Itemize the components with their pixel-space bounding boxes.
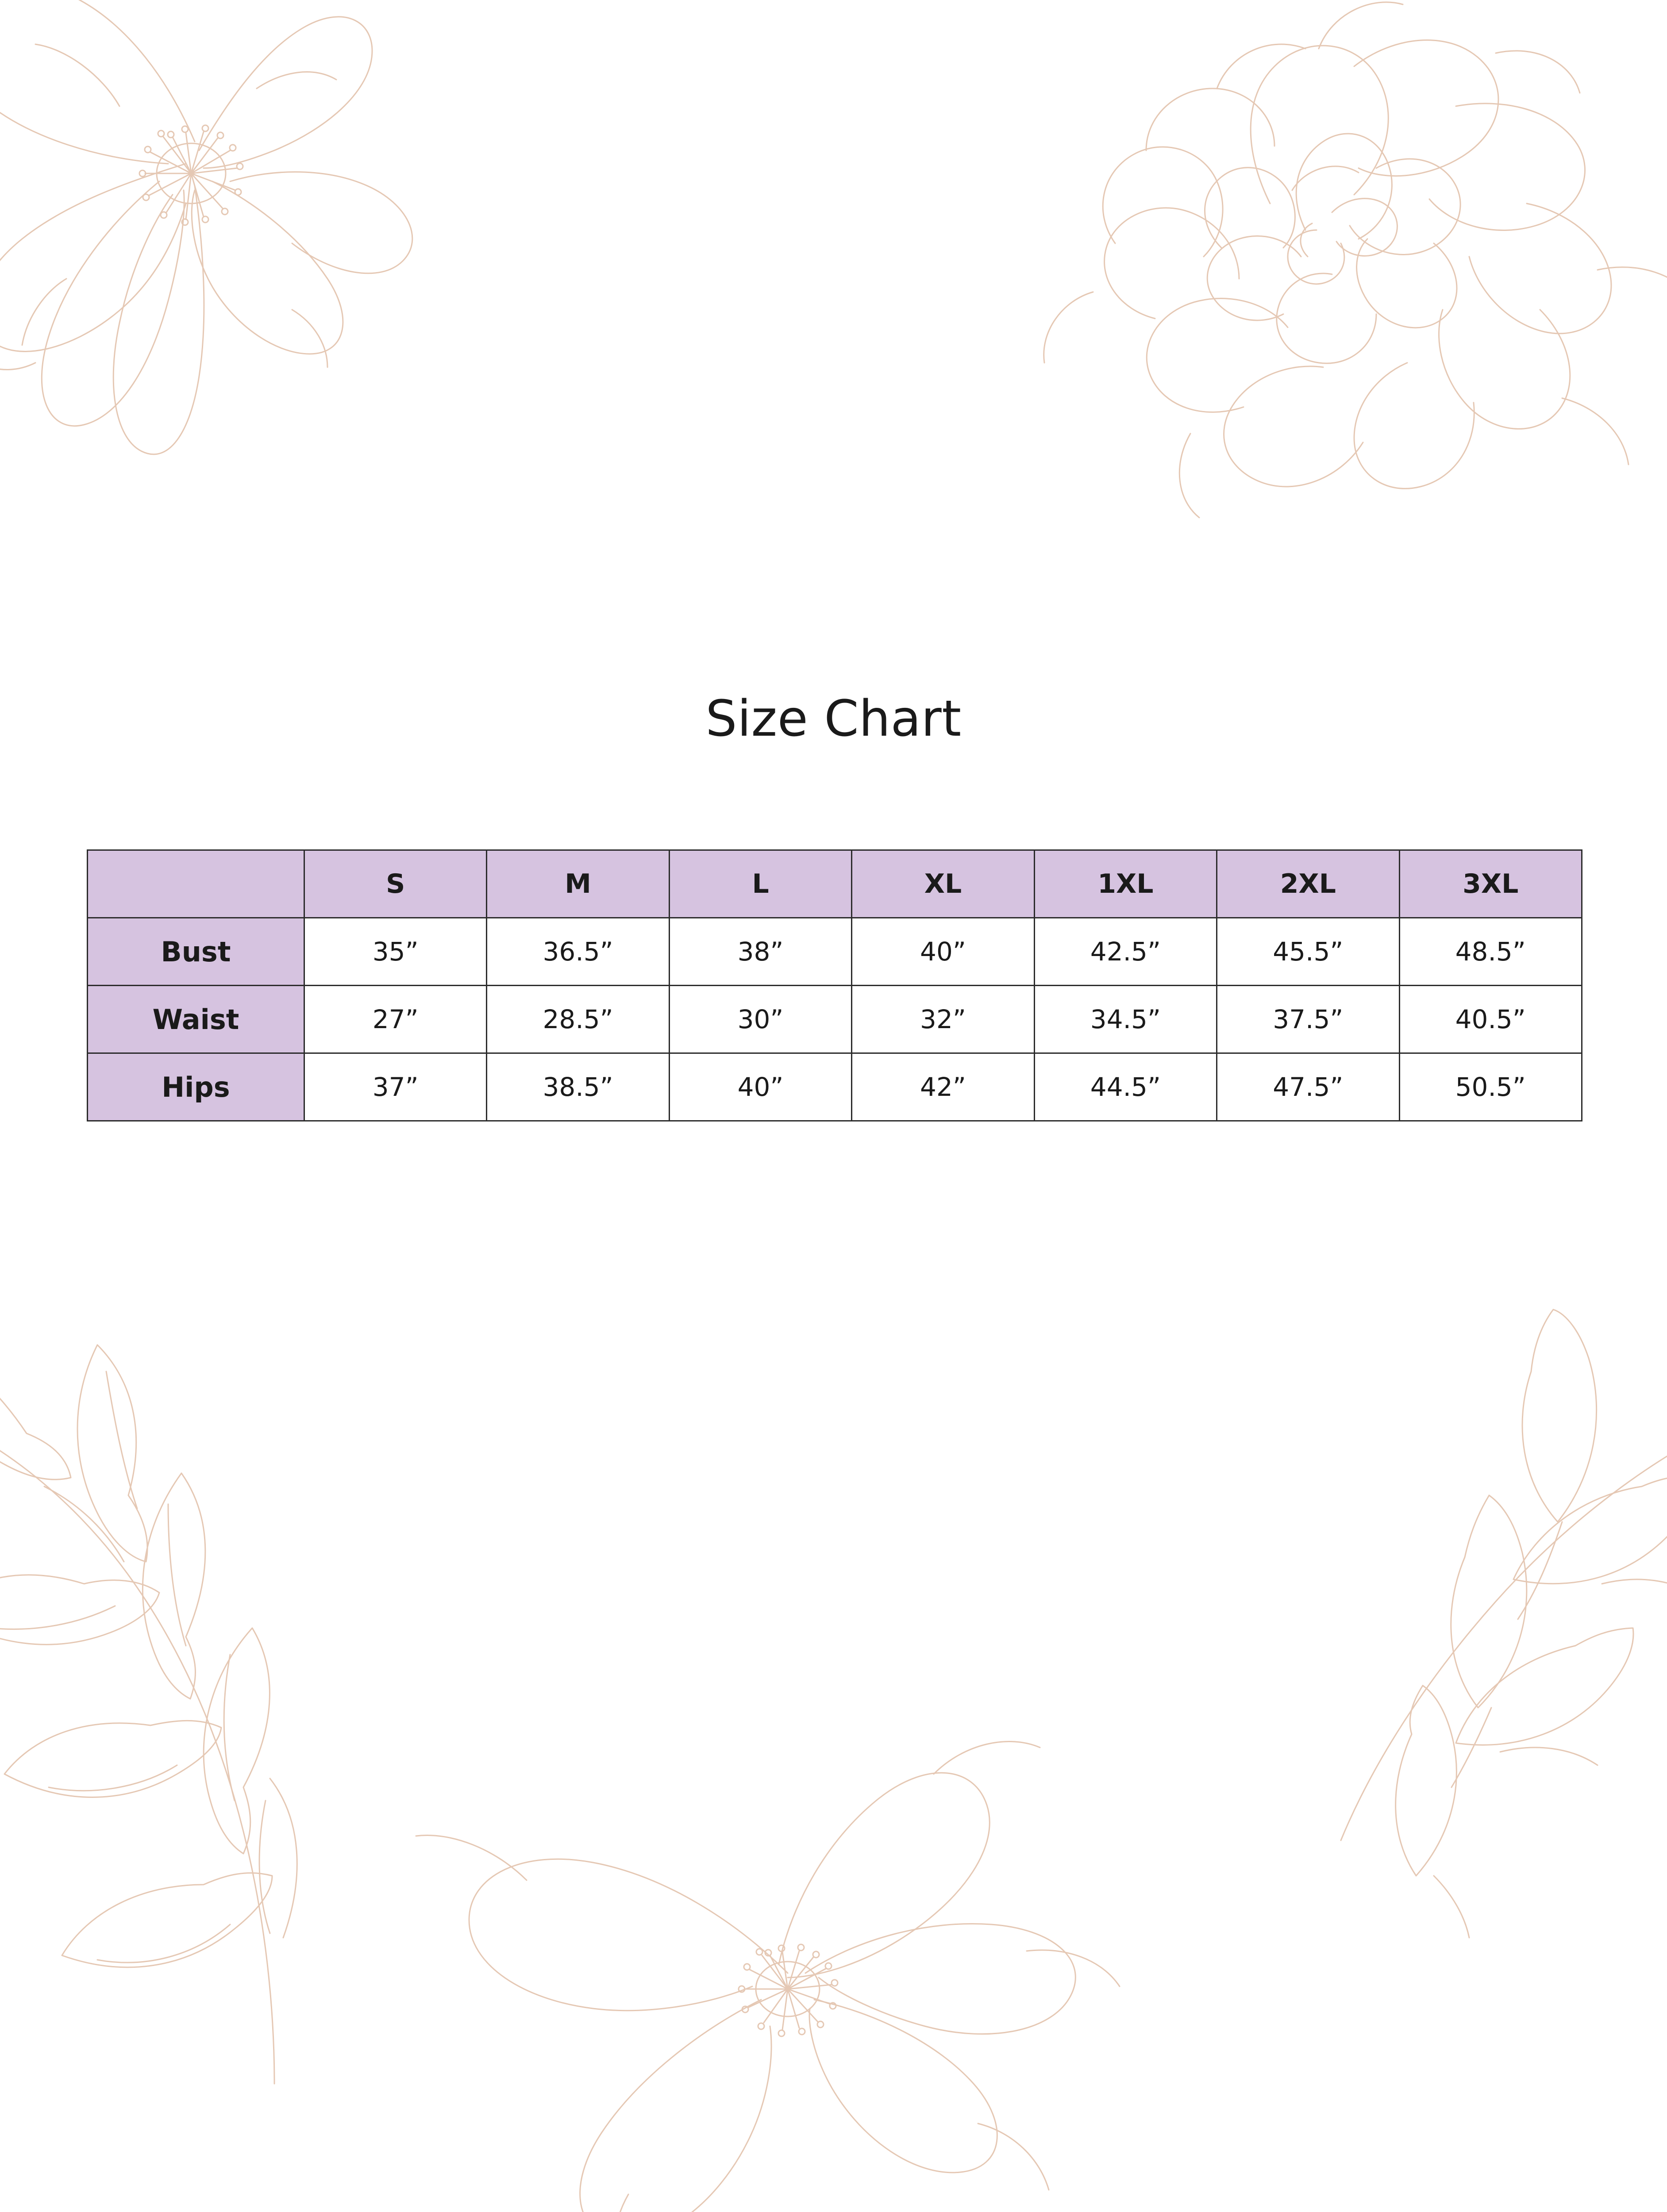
table-row — [88, 918, 1582, 986]
cell-hips-m: 38.5” — [487, 1053, 669, 1121]
size-chart-table — [87, 849, 1582, 1121]
cell-hips-3xl: 50.5” — [1399, 1053, 1582, 1121]
cell-bust-l: 38” — [669, 918, 851, 986]
row-header-bust: Bust — [88, 918, 304, 986]
leaf-branch-bottom-right-icon — [1053, 1354, 1667, 1929]
row-header-hips: Hips — [88, 1053, 304, 1121]
peony-flower-top-right-icon — [907, 0, 1667, 584]
cell-bust-xl: 40” — [852, 918, 1034, 986]
column-header-xl: XL — [852, 850, 1034, 918]
cell-bust-m: 36.5” — [487, 918, 669, 986]
cell-waist-2xl: 37.5” — [1217, 986, 1399, 1053]
table-row — [88, 1053, 1582, 1121]
cell-waist-l: 30” — [669, 986, 851, 1053]
column-header-m: M — [487, 850, 669, 918]
row-header-waist: Waist — [88, 986, 304, 1053]
cell-hips-l: 40” — [669, 1053, 851, 1121]
clematis-flower-bottom-center-icon — [336, 1690, 1177, 2212]
table-row — [88, 986, 1582, 1053]
column-header-1xl: 1XL — [1034, 850, 1217, 918]
cell-waist-xl: 32” — [852, 986, 1034, 1053]
cell-waist-m: 28.5” — [487, 986, 669, 1053]
cell-waist-s: 27” — [304, 986, 487, 1053]
cell-bust-2xl: 45.5” — [1217, 918, 1399, 986]
clematis-flower-top-left-icon — [0, 0, 474, 593]
column-header-l: L — [669, 850, 851, 918]
column-header-3xl: 3XL — [1399, 850, 1582, 918]
cell-hips-1xl: 44.5” — [1034, 1053, 1217, 1121]
column-header-s: S — [304, 850, 487, 918]
cell-waist-1xl: 34.5” — [1034, 986, 1217, 1053]
cell-bust-1xl: 42.5” — [1034, 918, 1217, 986]
cell-bust-s: 35” — [304, 918, 487, 986]
cell-hips-s: 37” — [304, 1053, 487, 1121]
column-header-2xl: 2XL — [1217, 850, 1399, 918]
table-corner-cell — [88, 850, 304, 918]
table-header-row — [88, 850, 1582, 918]
cell-bust-3xl: 48.5” — [1399, 918, 1582, 986]
page-title: Size Chart — [705, 690, 962, 748]
cell-hips-xl: 42” — [852, 1053, 1034, 1121]
size-chart-table-container — [87, 849, 1582, 1121]
cell-waist-3xl: 40.5” — [1399, 986, 1582, 1053]
leaf-branch-bottom-left-icon — [0, 1354, 513, 2194]
cell-hips-2xl: 47.5” — [1217, 1053, 1399, 1121]
